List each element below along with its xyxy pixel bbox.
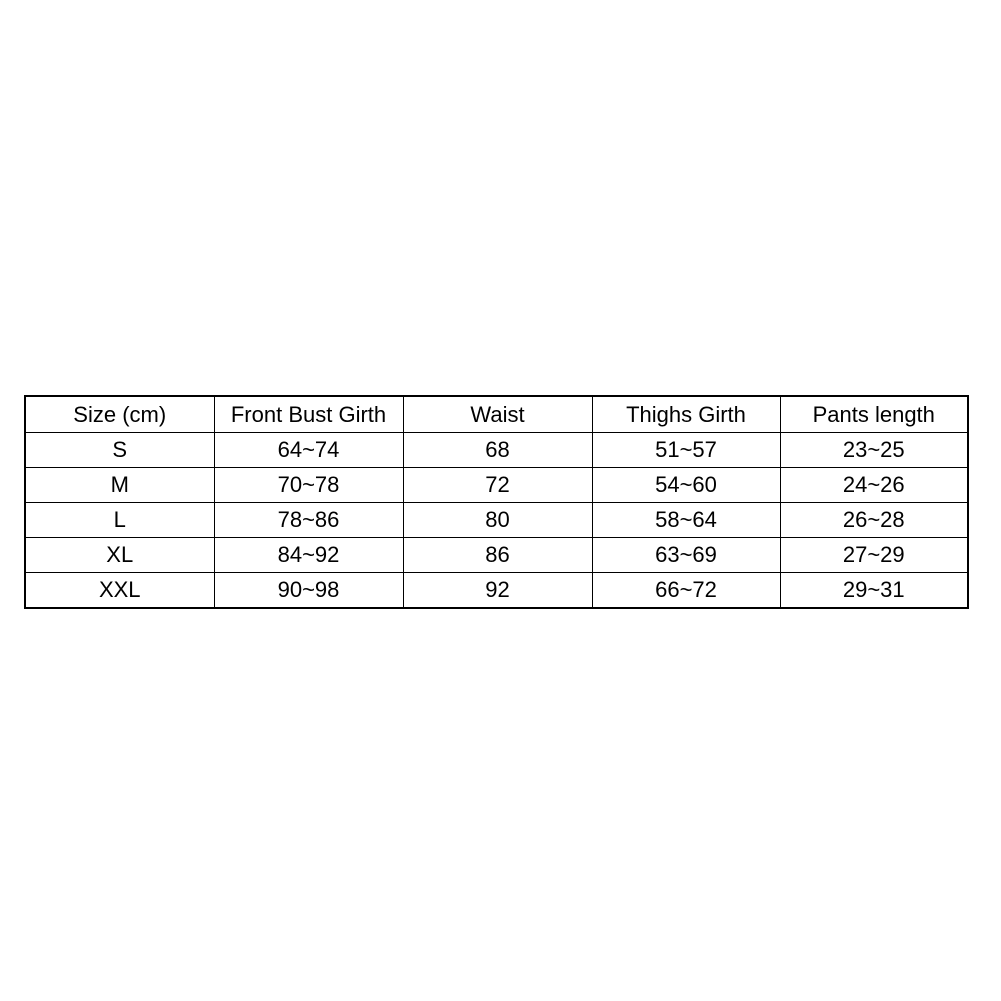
cell-pants-length: 24~26 bbox=[780, 468, 968, 503]
cell-front-bust-girth: 84~92 bbox=[214, 538, 403, 573]
header-thighs-girth: Thighs Girth bbox=[592, 396, 780, 433]
cell-size: XXL bbox=[25, 573, 214, 609]
cell-waist: 92 bbox=[403, 573, 592, 609]
cell-thighs-girth: 58~64 bbox=[592, 503, 780, 538]
cell-thighs-girth: 63~69 bbox=[592, 538, 780, 573]
size-chart-header bbox=[25, 396, 968, 433]
cell-size: XL bbox=[25, 538, 214, 573]
cell-pants-length: 26~28 bbox=[780, 503, 968, 538]
table-row bbox=[25, 538, 968, 573]
cell-front-bust-girth: 90~98 bbox=[214, 573, 403, 609]
cell-pants-length: 27~29 bbox=[780, 538, 968, 573]
cell-thighs-girth: 54~60 bbox=[592, 468, 780, 503]
cell-waist: 80 bbox=[403, 503, 592, 538]
cell-thighs-girth: 51~57 bbox=[592, 433, 780, 468]
size-chart-body bbox=[25, 433, 968, 609]
cell-front-bust-girth: 70~78 bbox=[214, 468, 403, 503]
header-pants-length: Pants length bbox=[780, 396, 968, 433]
cell-size: M bbox=[25, 468, 214, 503]
size-chart-table bbox=[24, 395, 969, 609]
table-row bbox=[25, 468, 968, 503]
header-waist: Waist bbox=[403, 396, 592, 433]
cell-pants-length: 23~25 bbox=[780, 433, 968, 468]
cell-thighs-girth: 66~72 bbox=[592, 573, 780, 609]
table-row bbox=[25, 503, 968, 538]
table-row bbox=[25, 433, 968, 468]
table-row bbox=[25, 573, 968, 609]
cell-front-bust-girth: 78~86 bbox=[214, 503, 403, 538]
cell-front-bust-girth: 64~74 bbox=[214, 433, 403, 468]
header-front-bust-girth: Front Bust Girth bbox=[214, 396, 403, 433]
cell-waist: 72 bbox=[403, 468, 592, 503]
cell-size: S bbox=[25, 433, 214, 468]
cell-size: L bbox=[25, 503, 214, 538]
header-row bbox=[25, 396, 968, 433]
cell-waist: 86 bbox=[403, 538, 592, 573]
header-size: Size (cm) bbox=[25, 396, 214, 433]
cell-waist: 68 bbox=[403, 433, 592, 468]
cell-pants-length: 29~31 bbox=[780, 573, 968, 609]
